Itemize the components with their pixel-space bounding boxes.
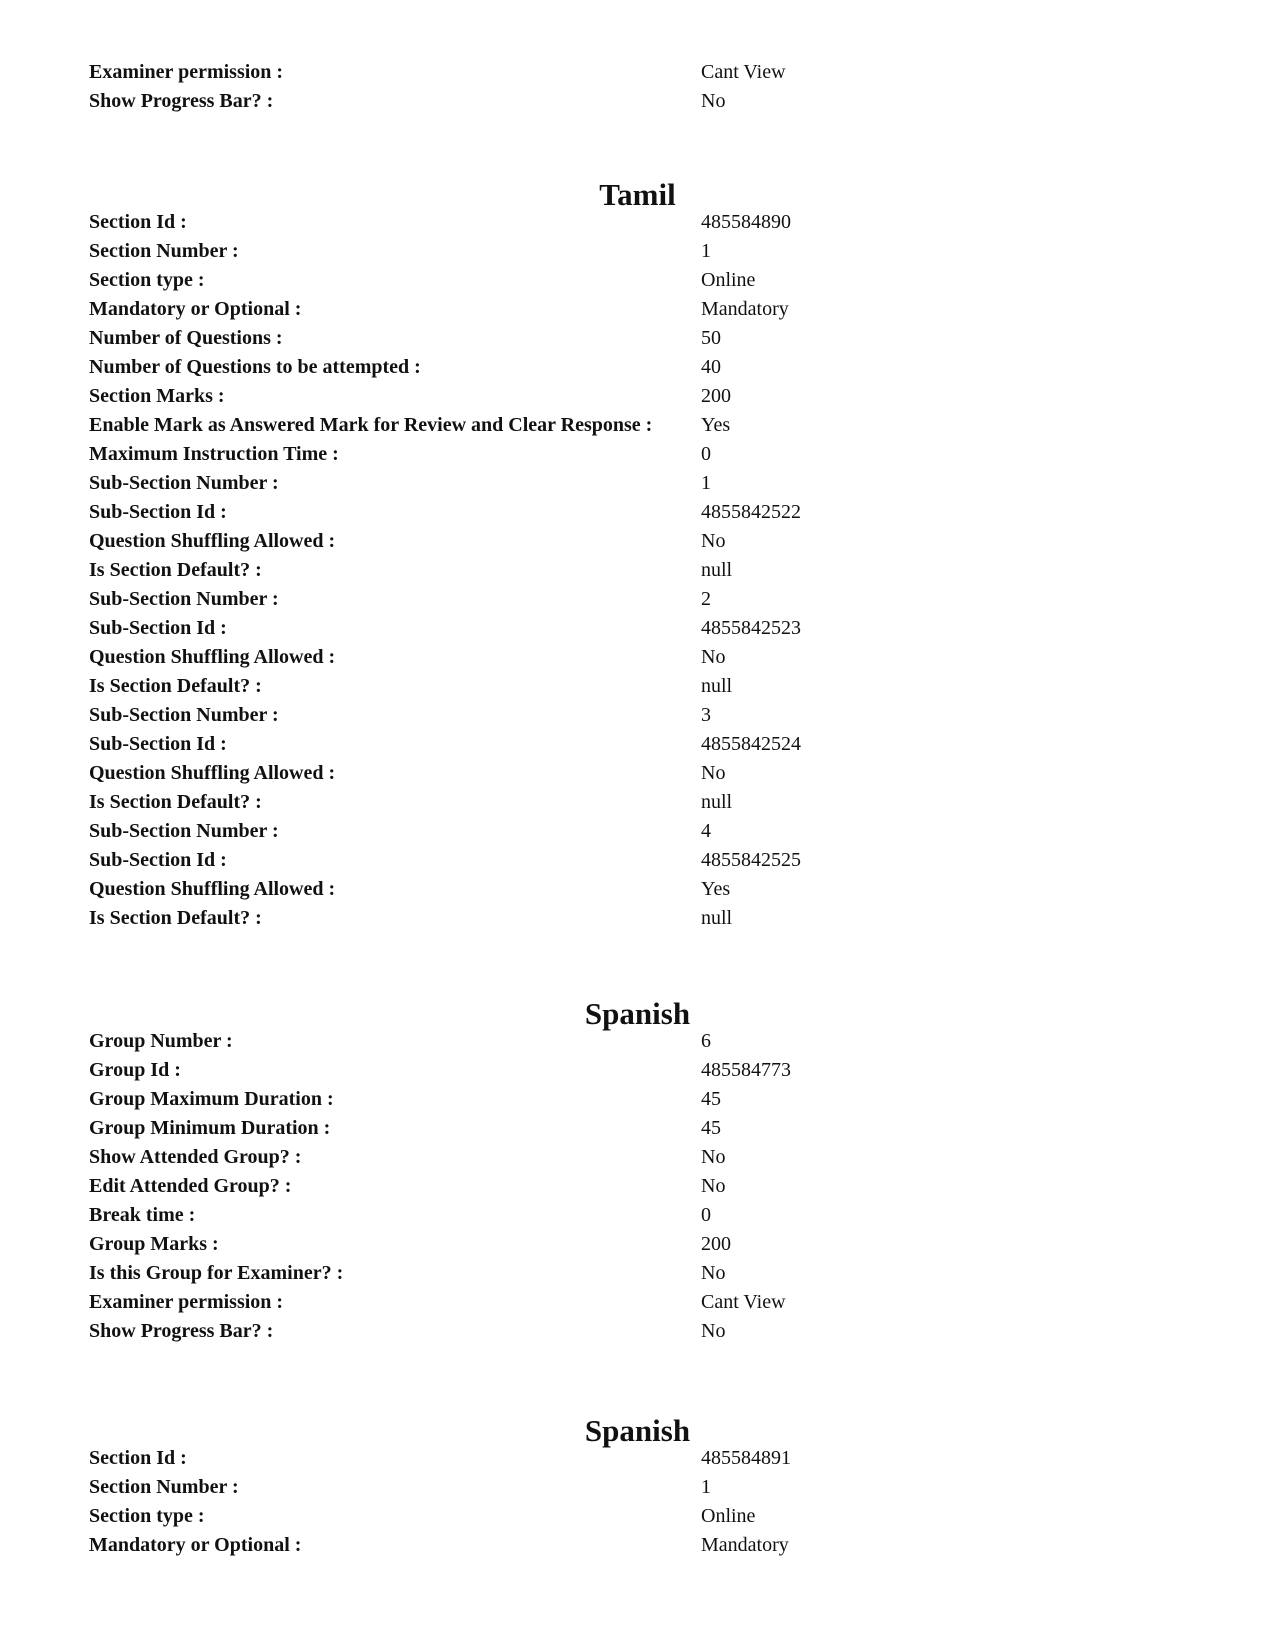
detail-label: Question Shuffling Allowed : [89, 878, 336, 900]
spanish-group-heading: Spanish [584, 996, 691, 1031]
detail-label: Sub-Section Id : [89, 733, 227, 755]
detail-value: 0 [701, 443, 711, 465]
detail-label: Is Section Default? : [89, 675, 262, 697]
detail-value: 1 [701, 472, 711, 494]
detail-value: 50 [701, 327, 721, 349]
detail-row [89, 1502, 1189, 1531]
detail-value: Mandatory [701, 298, 789, 320]
detail-value: No [701, 530, 726, 552]
detail-value: 40 [701, 356, 721, 378]
detail-row [89, 469, 1189, 498]
detail-row [89, 846, 1189, 875]
detail-value: 485584773 [701, 1059, 791, 1081]
detail-value: 3 [701, 704, 711, 726]
detail-row [89, 295, 1189, 324]
detail-value: 45 [701, 1088, 721, 1110]
spanish-group-details [89, 1027, 1189, 1346]
detail-label: Examiner permission : [89, 61, 284, 83]
detail-value: 4855842523 [701, 617, 801, 639]
detail-row [89, 730, 1189, 759]
detail-label: Maximum Instruction Time : [89, 443, 339, 465]
detail-value: Yes [701, 414, 731, 436]
detail-row [89, 701, 1189, 730]
detail-row [89, 643, 1189, 672]
detail-row [89, 58, 1189, 87]
detail-value: No [701, 1320, 726, 1342]
detail-row [89, 440, 1189, 469]
detail-row [89, 87, 1189, 116]
detail-value: 200 [701, 385, 731, 407]
detail-row [89, 1172, 1189, 1201]
tamil-section-heading: Tamil [599, 177, 676, 212]
detail-label: Show Progress Bar? : [89, 1320, 274, 1342]
detail-label: Section Number : [89, 1476, 239, 1498]
detail-label: Section type : [89, 269, 205, 291]
detail-row [89, 1531, 1189, 1560]
detail-value: null [701, 559, 733, 581]
detail-label: Sub-Section Number : [89, 472, 279, 494]
detail-row [89, 1473, 1189, 1502]
tamil-section-details [89, 208, 1189, 933]
detail-label: Group Minimum Duration : [89, 1117, 331, 1139]
detail-row [89, 382, 1189, 411]
detail-row [89, 1201, 1189, 1230]
detail-value: No [701, 1146, 726, 1168]
detail-row [89, 527, 1189, 556]
detail-label: Show Progress Bar? : [89, 90, 274, 112]
spanish-section-heading: Spanish [584, 1413, 691, 1448]
detail-label: Is this Group for Examiner? : [89, 1262, 344, 1284]
detail-label: Sub-Section Number : [89, 704, 279, 726]
detail-value: No [701, 646, 726, 668]
detail-label: Group Id : [89, 1059, 181, 1081]
detail-row [89, 759, 1189, 788]
detail-label: Is Section Default? : [89, 791, 262, 813]
detail-value: Online [701, 269, 756, 291]
detail-label: Number of Questions : [89, 327, 283, 349]
detail-value: 200 [701, 1233, 731, 1255]
detail-label: Section Id : [89, 211, 187, 233]
detail-label: Sub-Section Number : [89, 820, 279, 842]
detail-label: Group Marks : [89, 1233, 219, 1255]
detail-value: null [701, 907, 733, 929]
detail-value: 485584891 [701, 1447, 791, 1469]
detail-value: Cant View [701, 61, 786, 83]
detail-label: Group Maximum Duration : [89, 1088, 334, 1110]
detail-label: Edit Attended Group? : [89, 1175, 292, 1197]
detail-row [89, 904, 1189, 933]
detail-label: Section Number : [89, 240, 239, 262]
detail-label: Enable Mark as Answered Mark for Review and Clear Response : [89, 414, 653, 436]
detail-value: 4855842525 [701, 849, 801, 871]
detail-value: 2 [701, 588, 711, 610]
spanish-section-details [89, 1444, 1189, 1560]
detail-value: Cant View [701, 1291, 786, 1313]
detail-row [89, 1444, 1189, 1473]
detail-value: No [701, 1175, 726, 1197]
detail-value: Mandatory [701, 1534, 789, 1556]
detail-label: Break time : [89, 1204, 196, 1226]
detail-label: Question Shuffling Allowed : [89, 646, 336, 668]
detail-value: Online [701, 1505, 756, 1527]
detail-label: Section Id : [89, 1447, 187, 1469]
detail-row [89, 208, 1189, 237]
detail-value: No [701, 90, 726, 112]
detail-row [89, 324, 1189, 353]
detail-label: Section Marks : [89, 385, 225, 407]
detail-row [89, 237, 1189, 266]
detail-row [89, 1288, 1189, 1317]
detail-row [89, 1230, 1189, 1259]
detail-label: Group Number : [89, 1030, 233, 1052]
detail-label: Sub-Section Id : [89, 849, 227, 871]
detail-row [89, 353, 1189, 382]
detail-label: Sub-Section Id : [89, 617, 227, 639]
detail-row [89, 1317, 1189, 1346]
detail-label: Show Attended Group? : [89, 1146, 302, 1168]
detail-value: null [701, 791, 733, 813]
detail-row [89, 614, 1189, 643]
detail-row [89, 498, 1189, 527]
detail-row [89, 411, 1189, 440]
detail-row [89, 788, 1189, 817]
detail-value: 45 [701, 1117, 721, 1139]
detail-value: Yes [701, 878, 731, 900]
detail-row [89, 1027, 1189, 1056]
detail-label: Sub-Section Number : [89, 588, 279, 610]
detail-value: No [701, 762, 726, 784]
detail-value: No [701, 1262, 726, 1284]
detail-value: 4855842522 [701, 501, 801, 523]
detail-value: 6 [701, 1030, 711, 1052]
detail-label: Question Shuffling Allowed : [89, 762, 336, 784]
detail-value: 4855842524 [701, 733, 801, 755]
detail-value: 485584890 [701, 211, 791, 233]
detail-label: Question Shuffling Allowed : [89, 530, 336, 552]
detail-label: Number of Questions to be attempted : [89, 356, 421, 378]
detail-row [89, 266, 1189, 295]
detail-row [89, 875, 1189, 904]
detail-label: Is Section Default? : [89, 559, 262, 581]
detail-value: 0 [701, 1204, 711, 1226]
top-details-block [89, 58, 1189, 116]
detail-row [89, 1056, 1189, 1085]
detail-row [89, 1143, 1189, 1172]
detail-value: 1 [701, 240, 711, 262]
detail-row [89, 585, 1189, 614]
detail-value: null [701, 675, 733, 697]
detail-value: 1 [701, 1476, 711, 1498]
detail-row [89, 817, 1189, 846]
detail-label: Mandatory or Optional : [89, 298, 302, 320]
detail-label: Section type : [89, 1505, 205, 1527]
detail-row [89, 672, 1189, 701]
detail-value: 4 [701, 820, 711, 842]
detail-row [89, 556, 1189, 585]
detail-label: Mandatory or Optional : [89, 1534, 302, 1556]
detail-label: Is Section Default? : [89, 907, 262, 929]
detail-row [89, 1259, 1189, 1288]
detail-label: Examiner permission : [89, 1291, 284, 1313]
detail-row [89, 1114, 1189, 1143]
detail-row [89, 1085, 1189, 1114]
detail-label: Sub-Section Id : [89, 501, 227, 523]
